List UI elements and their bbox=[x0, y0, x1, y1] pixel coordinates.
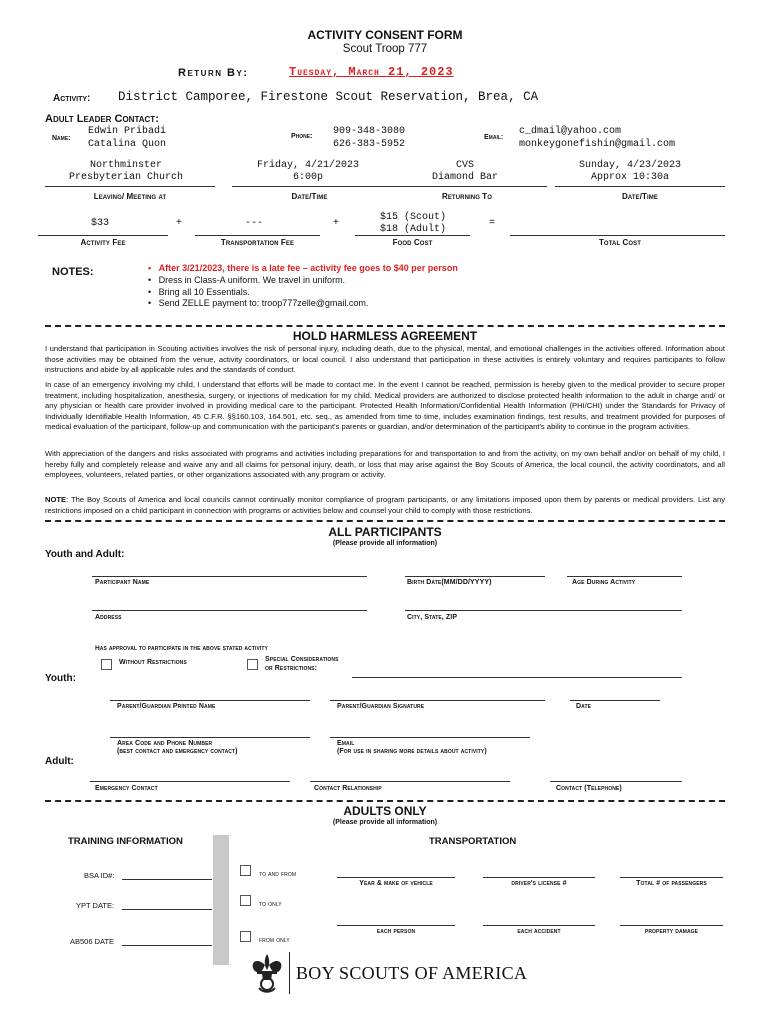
activity-label: Activity: bbox=[53, 93, 91, 104]
guardian-signature-label: Parent/Guardian Signature bbox=[337, 703, 425, 710]
transportation-title: TRANSPORTATION bbox=[429, 836, 517, 847]
emergency-contact-line[interactable] bbox=[90, 781, 290, 782]
note-uniform: Dress in Class-A uniform. We travel in uniform. bbox=[158, 274, 346, 285]
property-damage-label: property damage bbox=[644, 928, 699, 935]
phone-number-label: Area Code and Phone Number bbox=[117, 740, 213, 747]
to-only-label: to only bbox=[259, 901, 282, 908]
leader-email-2: monkeygonefishin@gmail.com bbox=[519, 139, 676, 150]
ab506-date-line[interactable] bbox=[122, 945, 212, 946]
plus-sign-1: + bbox=[176, 217, 182, 228]
leader-phone-2: 626-383-5952 bbox=[333, 139, 406, 150]
equals-sign: = bbox=[489, 217, 495, 228]
restrictions-line[interactable] bbox=[352, 677, 682, 678]
transportation-fee-value: --- bbox=[245, 218, 264, 229]
bullet-icon: • bbox=[148, 274, 152, 285]
leaving-date: Friday, 4/21/2023 bbox=[256, 160, 360, 171]
leaving-datetime-label: Date/Time bbox=[291, 192, 328, 201]
city-line[interactable] bbox=[405, 610, 682, 611]
returning-place-2: Diamond Bar bbox=[431, 172, 498, 183]
participant-name-label: Participant Name bbox=[95, 579, 150, 586]
hold-harmless-p3: With appreciation of the dangers and risks associated with programs and activities including preparations for and transportation to and from the activity, on my own behalf and/or on behalf of my child, I hereby fully and completely release and waive any and all claims for personal injury, death, or loss that may arise against the Boy Scouts of America, the local council, the activity coordinators, and all employees, volunteers, related parties, or other organizations associated with any program or activity. bbox=[45, 449, 725, 480]
ypt-date-line[interactable] bbox=[122, 909, 212, 910]
logo-divider bbox=[289, 952, 290, 994]
hold-harmless-p2: In case of an emergency involving my child, I understand that efforts will be made to contact me. In the event I cannot be reached, permission is hereby given to the medical provider to secure proper treatment, including hospitalization, anesthesia, surgery, or injections of medication for my child. Medical providers are authorized to disclose protected health information to the adult in charge and/ or any physician or health care provider involved in providing medical care to the participant. Protected Health Information/Confidential Health Information (PHI/CHI) under the Standards for Privacy of Individually Identifiable Health Information, 45 C.F.R. §§160.103, 164.501, etc. seq., as amended from time to time, includes examination findings, test results, and treatment provided for purposes of medical evaluation of the participant, follow-up and communication with the participant's parents or guardian, and/or determination of the participant's ability to continue in the program activities. bbox=[45, 380, 725, 432]
hold-harmless-p1: I understand that participation in Scouting activities involves the risk of personal injury, including death, due to the physical, mental, and emotional challenges in the activities offered. Information about those activities may be obtained from the venue, activity coordinators, or local council. I also understand that participation in these activities is entirely voluntary and requires participants to follow instructions and abide by all applicable rules and the standards of conduct. bbox=[45, 344, 725, 375]
guardian-name-label: Parent/Guardian Printed Name bbox=[117, 703, 216, 710]
property-damage-line[interactable] bbox=[620, 925, 723, 926]
ypt-date-label: YPT DATE: bbox=[76, 901, 115, 910]
notes-list bbox=[148, 263, 458, 310]
vehicle-line[interactable] bbox=[337, 877, 455, 878]
age-line[interactable] bbox=[567, 576, 682, 577]
leaving-place-2: Presbyterian Church bbox=[68, 172, 184, 183]
passengers-line[interactable] bbox=[620, 877, 723, 878]
bsa-id-line[interactable] bbox=[122, 879, 212, 880]
note-label: NOTE bbox=[45, 495, 67, 504]
bsa-emblem-icon bbox=[249, 952, 285, 994]
emergency-contact-label: Emergency Contact bbox=[95, 785, 158, 792]
from-only-checkbox[interactable] bbox=[240, 931, 251, 942]
year-make-label: Year & make of vehicle bbox=[359, 880, 433, 887]
youth-adult-label: Youth and Adult: bbox=[45, 549, 125, 560]
to-only-checkbox[interactable] bbox=[240, 895, 251, 906]
activity-fee-label: Activity Fee bbox=[80, 238, 126, 247]
food-cost-adult: $18 (Adult) bbox=[380, 224, 447, 235]
relationship-line[interactable] bbox=[310, 781, 510, 782]
note-item bbox=[148, 287, 458, 299]
note-item bbox=[148, 298, 458, 310]
guardian-signature-line[interactable] bbox=[330, 700, 545, 701]
email-usage-label: (For use in sharing more details about activity) bbox=[337, 748, 487, 755]
contact-phone-label: Contact (Telephone) bbox=[556, 785, 622, 792]
each-person-line[interactable] bbox=[337, 925, 455, 926]
food-cost-scout: $15 (Scout) bbox=[380, 212, 447, 223]
bullet-icon: • bbox=[148, 298, 152, 309]
leaving-time: 6:00p bbox=[292, 172, 323, 183]
section-divider bbox=[45, 520, 725, 522]
phone-line[interactable] bbox=[110, 737, 310, 738]
without-restrictions-checkbox[interactable] bbox=[101, 659, 112, 670]
note-essentials: Bring all 10 Essentials. bbox=[158, 286, 250, 297]
returning-label: Returning To bbox=[441, 192, 493, 201]
returning-place-1: CVS bbox=[455, 160, 474, 171]
bullet-icon: • bbox=[148, 263, 152, 273]
adults-only-subtitle: (Please provide all information) bbox=[332, 819, 438, 826]
contact-phone-line[interactable] bbox=[550, 781, 682, 782]
birth-date-label: Birth Date(MM/DD/YYYY) bbox=[407, 579, 492, 586]
notes-label: NOTES: bbox=[52, 266, 94, 278]
bsa-id-label: BSA ID#: bbox=[84, 871, 115, 880]
approval-label: Has approval to participate in the above stated activity bbox=[95, 645, 268, 652]
section-divider bbox=[45, 325, 725, 327]
restrictions-label: or Restrictions: bbox=[265, 665, 318, 672]
training-info-title: TRAINING INFORMATION bbox=[68, 836, 183, 847]
return-by-date: Tuesday, March 21, 2023 bbox=[289, 65, 454, 79]
special-considerations-label: Special Considerations bbox=[265, 656, 339, 663]
total-cost-label: Total Cost bbox=[598, 238, 642, 247]
without-restrictions-label: Without Restrictions bbox=[119, 659, 187, 666]
leader-contact-title: Adult Leader Contact: bbox=[45, 113, 159, 125]
passengers-label: Total # of passengers bbox=[636, 880, 707, 887]
transportation-fee-label: Transportation Fee bbox=[220, 238, 295, 247]
special-considerations-checkbox[interactable] bbox=[247, 659, 258, 670]
participant-name-line[interactable] bbox=[92, 576, 367, 577]
returning-date: Sunday, 4/23/2023 bbox=[578, 160, 682, 171]
address-line[interactable] bbox=[92, 610, 367, 611]
relationship-label: Contact Relationship bbox=[314, 785, 382, 792]
license-label: driver's license # bbox=[511, 880, 567, 887]
form-title: ACTIVITY CONSENT FORM bbox=[307, 28, 463, 42]
email-line[interactable] bbox=[330, 737, 530, 738]
email-label: Email: bbox=[484, 134, 504, 141]
ab506-date-label: AB506 DATE bbox=[70, 937, 115, 946]
youth-label: Youth: bbox=[45, 673, 76, 684]
to-and-from-label: to and from bbox=[259, 871, 297, 878]
email-field-label: Email bbox=[337, 740, 355, 747]
hold-harmless-title: HOLD HARMLESS AGREEMENT bbox=[292, 329, 478, 343]
name-label: Name: bbox=[52, 135, 71, 142]
guardian-name-line[interactable] bbox=[110, 700, 310, 701]
date-line[interactable] bbox=[570, 700, 660, 701]
license-line[interactable] bbox=[483, 877, 595, 878]
adults-only-title: ADULTS ONLY bbox=[343, 804, 427, 818]
each-accident-label: each accident bbox=[517, 928, 561, 935]
note-item bbox=[148, 263, 458, 275]
to-and-from-checkbox[interactable] bbox=[240, 865, 251, 876]
hold-harmless-note bbox=[45, 495, 725, 516]
participants-title: ALL PARTICIPANTS bbox=[328, 525, 442, 539]
leader-phone-1: 909-348-3080 bbox=[333, 126, 406, 137]
note-text: : The Boy Scouts of America and local councils cannot continually monitor compliance of program participants, or any limitations imposed upon them by parents or medical providers. List any restrictions imposed on a child participant in connection with programs or activities below and counsel your child to comply with those restrictions. bbox=[45, 495, 725, 515]
address-label: Address bbox=[95, 614, 122, 621]
each-accident-line[interactable] bbox=[483, 925, 595, 926]
note-zelle: Send ZELLE payment to: troop777zelle@gmail.com. bbox=[158, 298, 369, 309]
troop-name: Scout Troop 777 bbox=[342, 43, 428, 55]
bsa-wordmark: BOY SCOUTS OF AMERICA bbox=[296, 963, 528, 983]
food-cost-label: Food Cost bbox=[392, 238, 433, 247]
from-only-label: from only bbox=[259, 937, 290, 944]
phone-contact-label: (best contact and emergency contact) bbox=[117, 748, 238, 755]
birth-date-line[interactable] bbox=[405, 576, 545, 577]
adult-label: Adult: bbox=[45, 756, 74, 767]
bullet-icon: • bbox=[148, 286, 152, 297]
leader-name-2: Catalina Quon bbox=[88, 139, 167, 150]
plus-sign-2: + bbox=[333, 217, 339, 228]
returning-datetime-label: Date/Time bbox=[621, 192, 658, 201]
age-label: Age During Activity bbox=[572, 579, 636, 586]
returning-time: Approx 10:30a bbox=[590, 172, 669, 183]
phone-label: Phone: bbox=[291, 133, 313, 140]
leaving-place-1: Northminster bbox=[89, 160, 162, 171]
activity-fee-value: $33 bbox=[91, 218, 110, 229]
return-by-label: Return By: bbox=[178, 67, 249, 79]
activity-value: District Camporee, Firestone Scout Reservation, Brea, CA bbox=[118, 90, 539, 104]
each-person-label: each person bbox=[376, 928, 416, 935]
note-item bbox=[148, 275, 458, 287]
city-label: City, State, ZIP bbox=[407, 614, 458, 621]
note-late-fee: After 3/21/2023, there is a late fee – activity fee goes to $40 per person bbox=[158, 263, 458, 273]
leaving-label: Leaving/ Meeting at bbox=[93, 192, 167, 201]
date-label: Date bbox=[576, 703, 592, 710]
gray-separator-bar bbox=[213, 835, 229, 965]
leader-email-1: c_dmail@yahoo.com bbox=[519, 126, 622, 137]
participants-subtitle: (Please provide all information) bbox=[332, 540, 438, 547]
leader-name-1: Edwin Pribadi bbox=[88, 126, 167, 137]
section-divider bbox=[45, 800, 725, 802]
